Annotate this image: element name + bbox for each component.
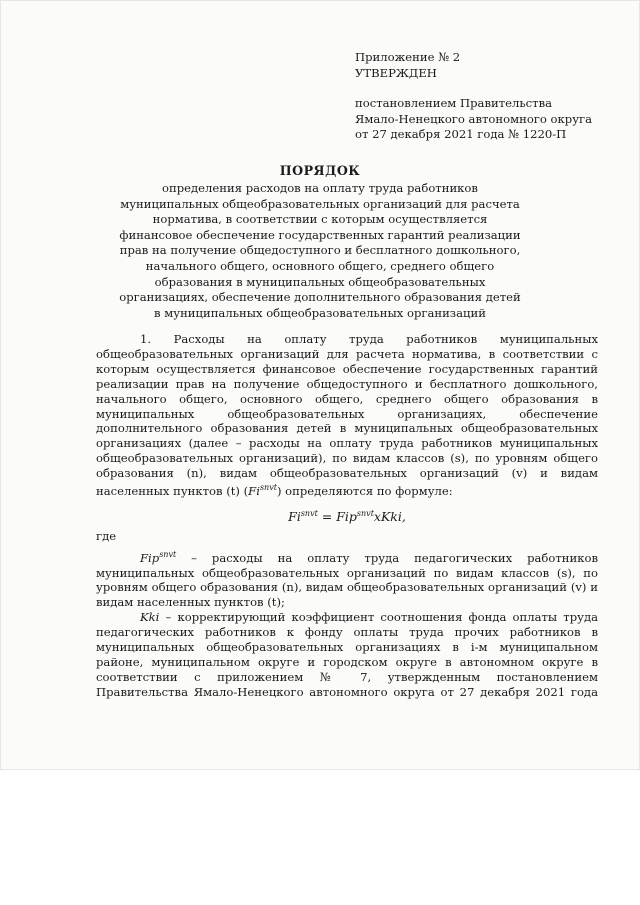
appendix-number: Приложение № 2 <box>355 50 461 64</box>
paragraph-line: образования (n), видам общеобразовательных организаций (v) и видам <box>96 466 598 481</box>
blank-area <box>0 770 640 905</box>
symbol-fip: Fip <box>140 550 160 565</box>
definition-line: муниципальных общеобразовательных организациях в i-м муниципальном <box>96 640 598 655</box>
paragraph-last-end: ) определяются по формуле: <box>276 483 453 498</box>
subtitle-line: норматива, в соответствии с которым осуществляется <box>152 212 488 227</box>
definition-line: соответствии с приложением № 7, утвержденным постановлением <box>96 669 598 684</box>
approved-label: УТВЕРЖДЕН <box>355 65 437 80</box>
paragraph-last-text: населенных пунктов (t) ( <box>96 483 249 498</box>
paragraph-line: организациях (далее – расходы на оплату труда работников муниципальных <box>96 436 598 451</box>
formula-equals: = <box>317 508 337 524</box>
subtitle-line: начального общего, основного общего, среднего общего <box>145 258 495 273</box>
formula <box>96 507 598 525</box>
resolution-line-3: от 27 декабря 2021 года № 1220-П <box>355 127 567 142</box>
paragraph-line: 1. Расходы на оплату труда работников муниципальных <box>140 332 598 346</box>
paragraph-line: общеобразовательных организаций), по видам классов (s), по уровням общего <box>96 451 598 466</box>
subtitle-line: организациях, обеспечение дополнительного образования детей <box>119 290 521 305</box>
paragraph-line: дополнительного образования детей в муниципальных общеобразовательных <box>96 421 598 436</box>
subtitle-line: образования в муниципальных общеобразовательных <box>154 274 486 289</box>
subtitle-line: муниципальных общеобразовательных организаций для расчета <box>120 196 520 211</box>
subtitle-line: прав на получение общедоступного и бесплатного дошкольного, <box>119 243 521 258</box>
definition-line: Правительства Ямало-Ненецкого автономного округа от 27 декабря 2021 года <box>96 684 598 699</box>
document-subtitle <box>0 181 640 321</box>
definition-first-line <box>96 548 598 566</box>
document-title: ПОРЯДОК <box>279 163 361 178</box>
symbol-fip-superscript: snvt <box>159 549 177 559</box>
resolution-line-1: постановлением Правительства <box>355 96 553 111</box>
subtitle-line: в муниципальных общеобразовательных организаций <box>154 305 486 320</box>
paragraph-line: муниципальных общеобразовательных организациях, обеспечение <box>96 406 598 421</box>
formula-lhs: Fi <box>288 508 301 524</box>
definition-kki <box>96 610 598 699</box>
formula-rhs-sup: snvt <box>356 508 374 518</box>
definition-line: уровням общего образования (n), видам общеобразовательных организаций (v) и <box>96 580 598 595</box>
definition-line: видам населенных пунктов (t); <box>96 595 285 610</box>
paragraph-line: которым осуществляется финансовое обеспечение государственных гарантий <box>96 361 598 376</box>
formula-rhs: Fip <box>336 508 357 524</box>
paragraph-line: общеобразовательных организаций для расчета норматива, в соответствии с <box>96 346 598 361</box>
definition-first-text: – корректирующий коэффициент соотношения фонда оплаты труда <box>159 610 598 625</box>
definition-first-text: – расходы на оплату труда педагогических работников <box>176 550 598 565</box>
symbol-kki: Kki <box>140 610 160 625</box>
definition-first-line <box>96 610 598 625</box>
formula-rhs-tail: xKki, <box>373 508 406 524</box>
subtitle-line: определения расходов на оплату труда работников <box>162 181 478 195</box>
paragraph-1 <box>96 332 598 499</box>
symbol-fi-superscript: snvt <box>259 483 277 493</box>
definition-line: педагогических работников к фонду оплаты труда прочих работников в <box>96 625 598 640</box>
symbol-fi: Fi <box>248 483 260 498</box>
paragraph-line: начального общего, основного общего, среднего общего образования в <box>96 391 598 406</box>
formula-lhs-sup: snvt <box>300 508 318 518</box>
approval-stamp <box>355 50 592 143</box>
resolution-line-2: Ямало-Ненецкого автономного округа <box>355 111 592 126</box>
subtitle-line: финансовое обеспечение государственных гарантий реализации <box>119 227 521 242</box>
paragraph-last-line <box>96 481 598 499</box>
document-heading <box>0 163 640 321</box>
definition-line: районе, муниципальном округе и городском округе в автономном округе в <box>96 655 598 669</box>
document-body <box>96 332 598 700</box>
where-label: где <box>96 528 117 543</box>
paragraph-line: реализации прав на получение общедоступного и бесплатного дошкольного, <box>96 376 598 391</box>
definition-line: муниципальных общеобразовательных организаций по видам классов (s), по <box>96 565 598 580</box>
definition-fip <box>96 548 598 610</box>
